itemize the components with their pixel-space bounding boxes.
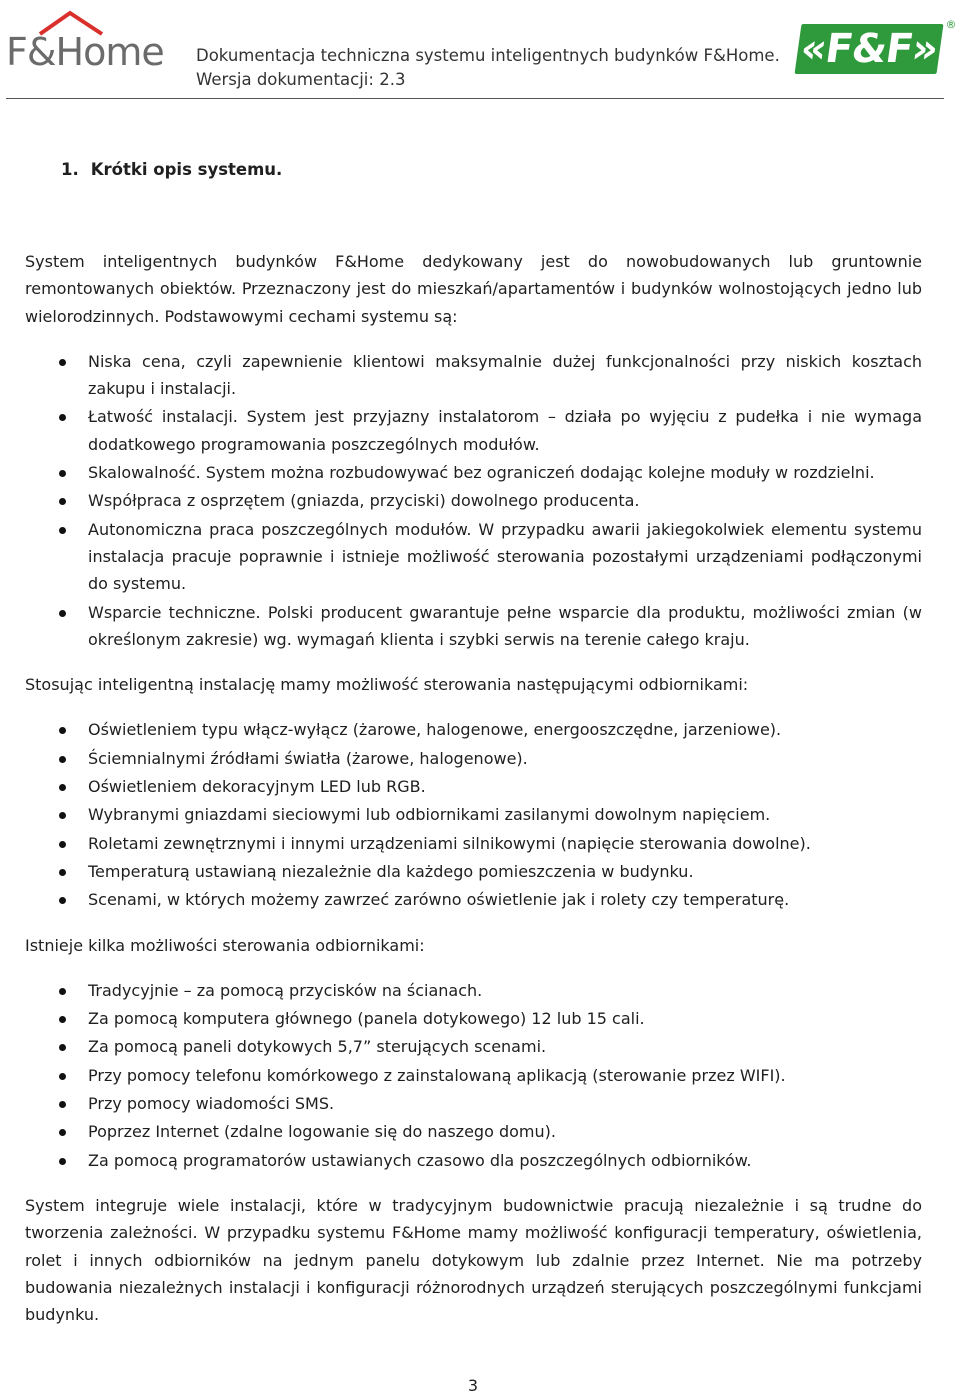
list-item: Współpraca z osprzętem (gniazda, przyciski) dowolnego producenta. [25,487,922,514]
list-item: Za pomocą komputera głównego (panela dotykowego) 12 lub 15 cali. [25,1005,922,1032]
list-item: Przy pomocy telefonu komórkowego z zainstalowaną aplikacją (sterowanie przez WIFI). [25,1062,922,1089]
list-item: Autonomiczna praca poszczególnych modułów. W przypadku awarii jakiegokolwiek elementu systemu instalacja pracuje poprawnie i istnieje możliwość sterowania pozostałymi urządzeniami podłączonymi do systemu. [25,516,922,598]
list-item: Wybranymi gniazdami sieciowymi lub odbiornikami zasilanymi dowolnym napięciem. [25,801,922,828]
closing-paragraph: System integruje wiele instalacji, które w tradycyjnym budownictwie pracują niezależnie i są trudne do tworzenia zależności. W przypadku systemu F&Home mamy możliwość konfiguracji temperatury, oświetlenia, rolet i innych odbiorników na jednym panelu dotykowym lub zdalnie przez Internet. Nie ma potrzeby budowania niezależnych instalacji i konfiguracji różnorodnych urządzeń sterujących poszczególnymi funkcjami budynku. [25,1195,922,1325]
ff-brand-logo [794,18,956,74]
list-item: Łatwość instalacji. System jest przyjazny instalatorom – działa po wyjęciu z pudełka i nie wymaga dodatkowego programowania poszczególnych modułów. [25,403,922,458]
control-methods-list [25,977,922,1174]
features-list [25,348,922,653]
fhome-logo-text: F&Home [6,30,164,74]
header-divider [6,98,944,99]
list-item: Wsparcie techniczne. Polski producent gwarantuje pełne wsparcie dla produktu, możliwości zmian (w określonym zakresie) wg. wymagań klienta i szybki serwis na terenie całego kraju. [25,599,922,654]
list-item: Ściemnialnymi źródłami światła (żarowe, halogenowe). [25,745,922,772]
control-intro: Istnieje kilka możliwości sterowania odbiornikami: [25,935,425,955]
document-title-line-1: Dokumentacja techniczna systemu inteligentnych budynków F&Home. [196,46,780,65]
list-item: Temperaturą ustawianą niezależnie dla każdego pomieszczenia w budynku. [25,858,922,885]
receivers-list [25,716,922,913]
list-item: Poprzez Internet (zdalne logowanie się do naszego domu). [25,1118,922,1145]
list-item: Scenami, w których możemy zawrzeć zarówno oświetlenie jak i rolety czy temperaturę. [25,886,922,913]
list-item: Za pomocą paneli dotykowych 5,7” sterujących scenami. [25,1033,922,1060]
section-title: Krótki opis systemu. [90,160,283,179]
list-item: Za pomocą programatorów ustawianych czasowo dla poszczególnych odbiorników. [25,1147,922,1174]
document-version: Wersja dokumentacji: 2.3 [196,70,406,89]
section-heading [63,156,922,184]
registered-mark: ® [945,18,956,31]
list-item: Oświetleniem dekoracyjnym LED lub RGB. [25,773,922,800]
fhome-logo [6,10,166,74]
receivers-intro: Stosując inteligentną instalację mamy możliwość sterowania następującymi odbiornikami: [25,675,749,695]
document-body [25,156,922,1328]
list-item: Oświetleniem typu włącz-wyłącz (żarowe, halogenowe, energooszczędne, jarzeniowe). [25,716,922,743]
list-item: Skalowalność. System można rozbudowywać bez ograniczeń dodając kolejne moduły w rozdzielni. [25,459,922,486]
intro-paragraph: System inteligentnych budynków F&Home dedykowany jest do nowobudowanych lub gruntownie remontowanych obiektów. Przeznaczony jest do mieszkań/apartamentów i budynków wolnostojących jedno lub wielorodzinnych. Podstawowymi cechami systemu są: [25,252,922,326]
page-number: 3 [467,1376,479,1395]
document-title [196,44,780,92]
list-item: Niska cena, czyli zapewnienie klientowi maksymalnie dużej funkcjonalności przy niskich kosztach zakupu i instalacji. [25,348,922,403]
ff-brand-logo-text: «F&F» [797,26,941,72]
list-item: Tradycyjnie – za pomocą przycisków na ścianach. [25,977,922,1004]
page-header [0,0,960,100]
section-number: 1. [61,160,79,179]
list-item: Roletami zewnętrznymi i innymi urządzeniami silnikowymi (napięcie sterowania dowolne). [25,830,922,857]
list-item: Przy pomocy wiadomości SMS. [25,1090,922,1117]
